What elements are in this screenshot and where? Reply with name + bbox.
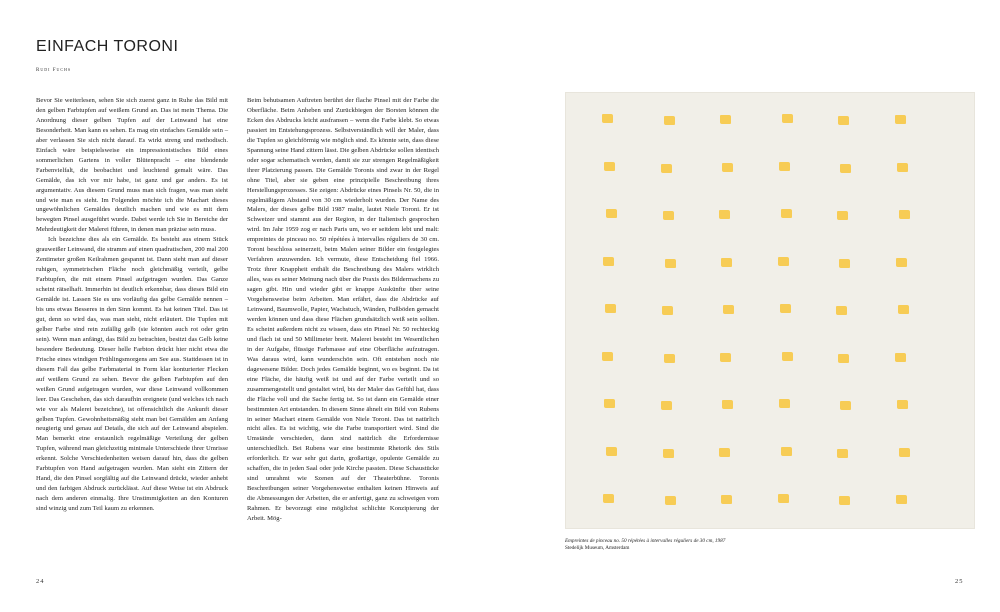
brush-mark bbox=[663, 449, 674, 458]
brush-mark bbox=[779, 162, 790, 171]
brush-mark bbox=[723, 305, 734, 314]
brush-mark bbox=[721, 258, 732, 267]
artwork-caption bbox=[565, 538, 725, 552]
brush-mark bbox=[898, 305, 909, 314]
text-column-left bbox=[36, 96, 228, 514]
brush-mark bbox=[721, 495, 732, 504]
brush-mark bbox=[664, 116, 675, 125]
paragraph: Beim behutsamen Auftreten berührt der flache Pinsel mit der Farbe die Oberfläche. Beim Anheben und Zurückbiegen der Borsten können die Ecken des Abdrucks leicht ausfransen – wenn die Farbe klebt. So etwas passiert im Entstehungsprozess. Selbstverständlich will der Maler, dass die Tupfen so gleichförmig wie möglich sind. Es könnte sein, dass diese Spannung seine Hand zittern lässt. Die gelben Abdrücke sollen identisch oder sogar schematisch werden, damit sie zur strengen Regelmäßigkeit ihrer Platzierung passen. Die Gemälde Toronis sind zwar in der Regel ohne Titel, aber sie geben eine prinzipielle Beschreibung ihres Herstellungsprozesses. Sie zeigen: Abdrücke eines Pinsels Nr. 50, die in regelmäßigem Abstand von 30 cm wiederholt wurden. Der Name des Malers, der dieses gelbe Bild 1987 malte, lautet Niele Toroni. Er ist Schweizer und stammt aus der Region, in der Italienisch gesprochen wird. Im Jahr 1959 zog er nach Paris um, wo er seitdem lebt und malt: empreintes de pinceau no. 50 répétées à intervalles réguliers de 30 cm. Toroni beschloss seinerzeit, beim Malen seiner Bilder ein festgelegtes Verfahren anzuwenden. Ich vermute, diese Entscheidung fiel 1966. Trotz ihrer Knappheit enthält die Beschreibung des Malers wirklich alles, was es seiner Meinung nach über die Praxis des Bildermachens zu sagen gibt. Hin und wieder gibt er knappe Auskünfte über seine Vorgehensweise beim Arbeiten. Man erfährt, dass die Abdrücke auf Leinwand, Baumwolle, Papier, Wachstuch, Wänden, Fußböden gemacht werden können und dass diese Flächen grundsätzlich weiß sein sollten. Es scheint außerdem nicht zu wissen, dass ein Pinsel Nr. 50 rechteckig und flach ist und 50 Millimeter breit. Malerei besteht im Wesentlichen in der Aufgabe, flüssige Farbmasse auf eine Oberfläche aufzutragen. Was daraus wird, kann wunderschön sein. Oft entstehen noch nie dagewesene Bilder. Doch jedes Gemälde beginnt, wo es beginnt. Da ist eine Fläche, die häufig weiß ist und auf der Farbe verteilt und so zusammengestellt und gestaltet wird, bis der Maler das Gefühl hat, dass die Fläche voll und die Sache fertig ist. So ist dann ein Gemälde einer bestimmten Art entstanden. In diesem Sinne ähnelt ein Bild von Rubens in seiner Machart einem Gemälde von Niele Toroni. Das ist natürlich nicht alles. Es ist wichtig, wie die Farbe transportiert wird. Sind die Umstände verschieden, dann sind natürlich die Erfordernisse unterschiedlich. Bei Rubens war eine bestimmte Rhetorik des Stils erforderlich. Er war sehr gut darin, großartige, opulente Gemälde zu schaffen, die in jeden Saal oder jede Kirche passten. Diese Schaustücke sind umrahmt wie Szenen auf der Theaterbühne. Toronis Beschreibungen seiner Vorgehensweise enthalten keinen Hinweis auf die Abmessungen der Arbeiten, die er anfertigt, ganz zu schweigen vom Rahmen. Er bevorzugt eine möglichst schlichte Konzipierung der Arbeit. Mög- bbox=[247, 97, 439, 523]
brush-mark bbox=[838, 354, 849, 363]
brush-mark bbox=[837, 449, 848, 458]
brush-mark bbox=[896, 495, 907, 504]
brush-mark bbox=[897, 400, 908, 409]
brush-mark bbox=[605, 304, 616, 313]
page-number-right: 25 bbox=[955, 578, 964, 585]
paragraph: Bevor Sie weiterlesen, sehen Sie sich zuerst ganz in Ruhe das Bild mit den gelben Farbtupfen auf weißem Grund an. Das ist mein Thema. Die Anordnung dieser gelben Tupfen auf der Leinwand hat eine Besonderheit. Man kann es sehen. Es mag ein einfaches Gemälde sein – aber verlassen Sie sich nicht darauf. Es wirkt streng und methodisch. Einfach wäre beispielsweise ein impressionistisches Bild eines sommerlichen Gartens in voller Blütenpracht – eine blendende Farbenvielfalt, die beobachtet und leuchtend gemalt wäre. Das Gemälde, das ich vor mir habe, ist ganz und gar anders. Es ist argumentativ. Aus diesem Grund muss man sich fragen, was man sieht und wie man es sieht. Im Folgenden möchte ich die Machart dieses ungewöhnlichen Gemäldes deutlich machen und wie es mit dem bewegten Pinsel ausgeführt wurde. Dabei werde ich Sie in Bereiche der Mehrdeutigkeit der Malerei führen, in denen man präzise sein muss. bbox=[36, 97, 228, 234]
brush-mark bbox=[665, 496, 676, 505]
brush-mark bbox=[722, 400, 733, 409]
artwork-image bbox=[565, 92, 975, 529]
brush-mark bbox=[896, 258, 907, 267]
brush-mark bbox=[782, 114, 793, 123]
brush-mark bbox=[895, 115, 906, 124]
brush-mark bbox=[603, 257, 614, 266]
brush-mark bbox=[838, 116, 849, 125]
brush-mark bbox=[778, 494, 789, 503]
brush-mark bbox=[602, 352, 613, 361]
brush-mark bbox=[604, 399, 615, 408]
brush-mark bbox=[720, 353, 731, 362]
brush-mark bbox=[719, 448, 730, 457]
caption-collection: Stedelijk Museum, Amsterdam bbox=[565, 545, 630, 551]
brush-mark bbox=[606, 447, 617, 456]
brush-mark bbox=[661, 164, 672, 173]
brush-mark bbox=[781, 447, 792, 456]
brush-mark bbox=[779, 399, 790, 408]
brush-mark bbox=[722, 163, 733, 172]
brush-mark bbox=[782, 352, 793, 361]
brush-mark bbox=[778, 257, 789, 266]
brush-mark bbox=[837, 211, 848, 220]
brush-mark bbox=[665, 259, 676, 268]
brush-mark bbox=[899, 448, 910, 457]
brush-mark bbox=[840, 401, 851, 410]
brush-mark bbox=[661, 401, 672, 410]
brush-mark bbox=[839, 259, 850, 268]
brush-mark bbox=[662, 306, 673, 315]
caption-title: Empreintes de pinceau no. 50 répétées à intervalles réguliers de 30 cm, 1987 bbox=[565, 538, 726, 544]
brush-mark bbox=[897, 163, 908, 172]
brush-mark bbox=[836, 306, 847, 315]
brush-mark bbox=[780, 304, 791, 313]
brush-mark bbox=[602, 114, 613, 123]
brush-mark bbox=[781, 209, 792, 218]
brush-mark bbox=[663, 211, 674, 220]
brush-mark bbox=[604, 162, 615, 171]
brush-mark bbox=[895, 353, 906, 362]
brush-mark bbox=[664, 354, 675, 363]
brush-mark bbox=[603, 494, 614, 503]
paragraph: Ich bezeichne dies als ein Gemälde. Es besteht aus einem Stück grauweißer Leinwand, die stramm auf einen quadratischen, 200 mal 200 Zentimeter großen Keilrahmen gespannt ist. Dann sieht man auf dieser ruhigen, symmetrischen Fläche noch gleichmäßig verteilt, gelbe Farbtupfen, die mit einem Pinsel aufgetragen wurden. Das Ganze scheint rätselhaft. Immerhin ist deutlich erkennbar, dass dieses Bild ein Gemälde ist. Lassen Sie es uns vorläufig das gelbe Gemälde nennen – bis uns etwas Besseres in den Sinn kommt. Es hat keinen Titel. Das ist gut, denn so wird das, was man sieht, nicht erläutert. Die Tupfen mit gelber Farbe sind rein zufällig gelb (sie könnten auch rot oder grün sein). Wenn man anfängt, das Bild zu betrachten, besitzt das Gelb keine besondere Bedeutung. Dieser helle Farbton drückt hier nicht etwa die Frische eines windigen Frühlingsmorgens am See aus. Stattdessen ist in diesem Fall das gelbe Farbmaterial in Form klar konturierter Flecken auf weißem Grund zu sehen. Bevor die gelben Farbtupfen auf den weißen Grund aufgetragen wurden, war diese Leinwand vollkommen leer. Das Geschehen, das sich daraufhin ereignete (und welches ich nach wie vor als Malerei bezeichne), ist offensichtlich die Ankunft dieser gelben Tupfen. Gewohnheitsmäßig sieht man bei Gemälden am Anfang neugierig und genau auf Details, die sich auf der Leinwand abspielen. Man bemerkt eine erstaunlich regelmäßige Verteilung der gelben Tupfen, während man gleichzeitig minimale Unterschiede ihrer Umrisse erkennt. Solche Verschiedenheiten weisen darauf hin, dass die gelben Farbtupfen von Hand aufgetragen wurden. Man sieht ein Zittern der Hand, die den Pinsel sorgfältig auf die Leinwand drückt, wieder anhebt und den farbigen Abdruck zurücklässt. Auf diese Weise ist ein Abdruck nach dem anderen einmalig. Ihre Unstimmigkeiten an den Konturen sind winzig und zum Teil kaum zu erkennen. bbox=[36, 236, 228, 513]
brush-mark bbox=[719, 210, 730, 219]
brush-mark bbox=[720, 115, 731, 124]
brush-mark bbox=[840, 164, 851, 173]
brush-mark bbox=[839, 496, 850, 505]
text-column-right bbox=[247, 96, 439, 524]
essay-title: EINFACH TORONI bbox=[36, 38, 179, 55]
brush-mark bbox=[606, 209, 617, 218]
page-number-left: 24 bbox=[36, 578, 45, 585]
brush-mark bbox=[899, 210, 910, 219]
author-name: Rudi Fuchs bbox=[36, 68, 72, 73]
